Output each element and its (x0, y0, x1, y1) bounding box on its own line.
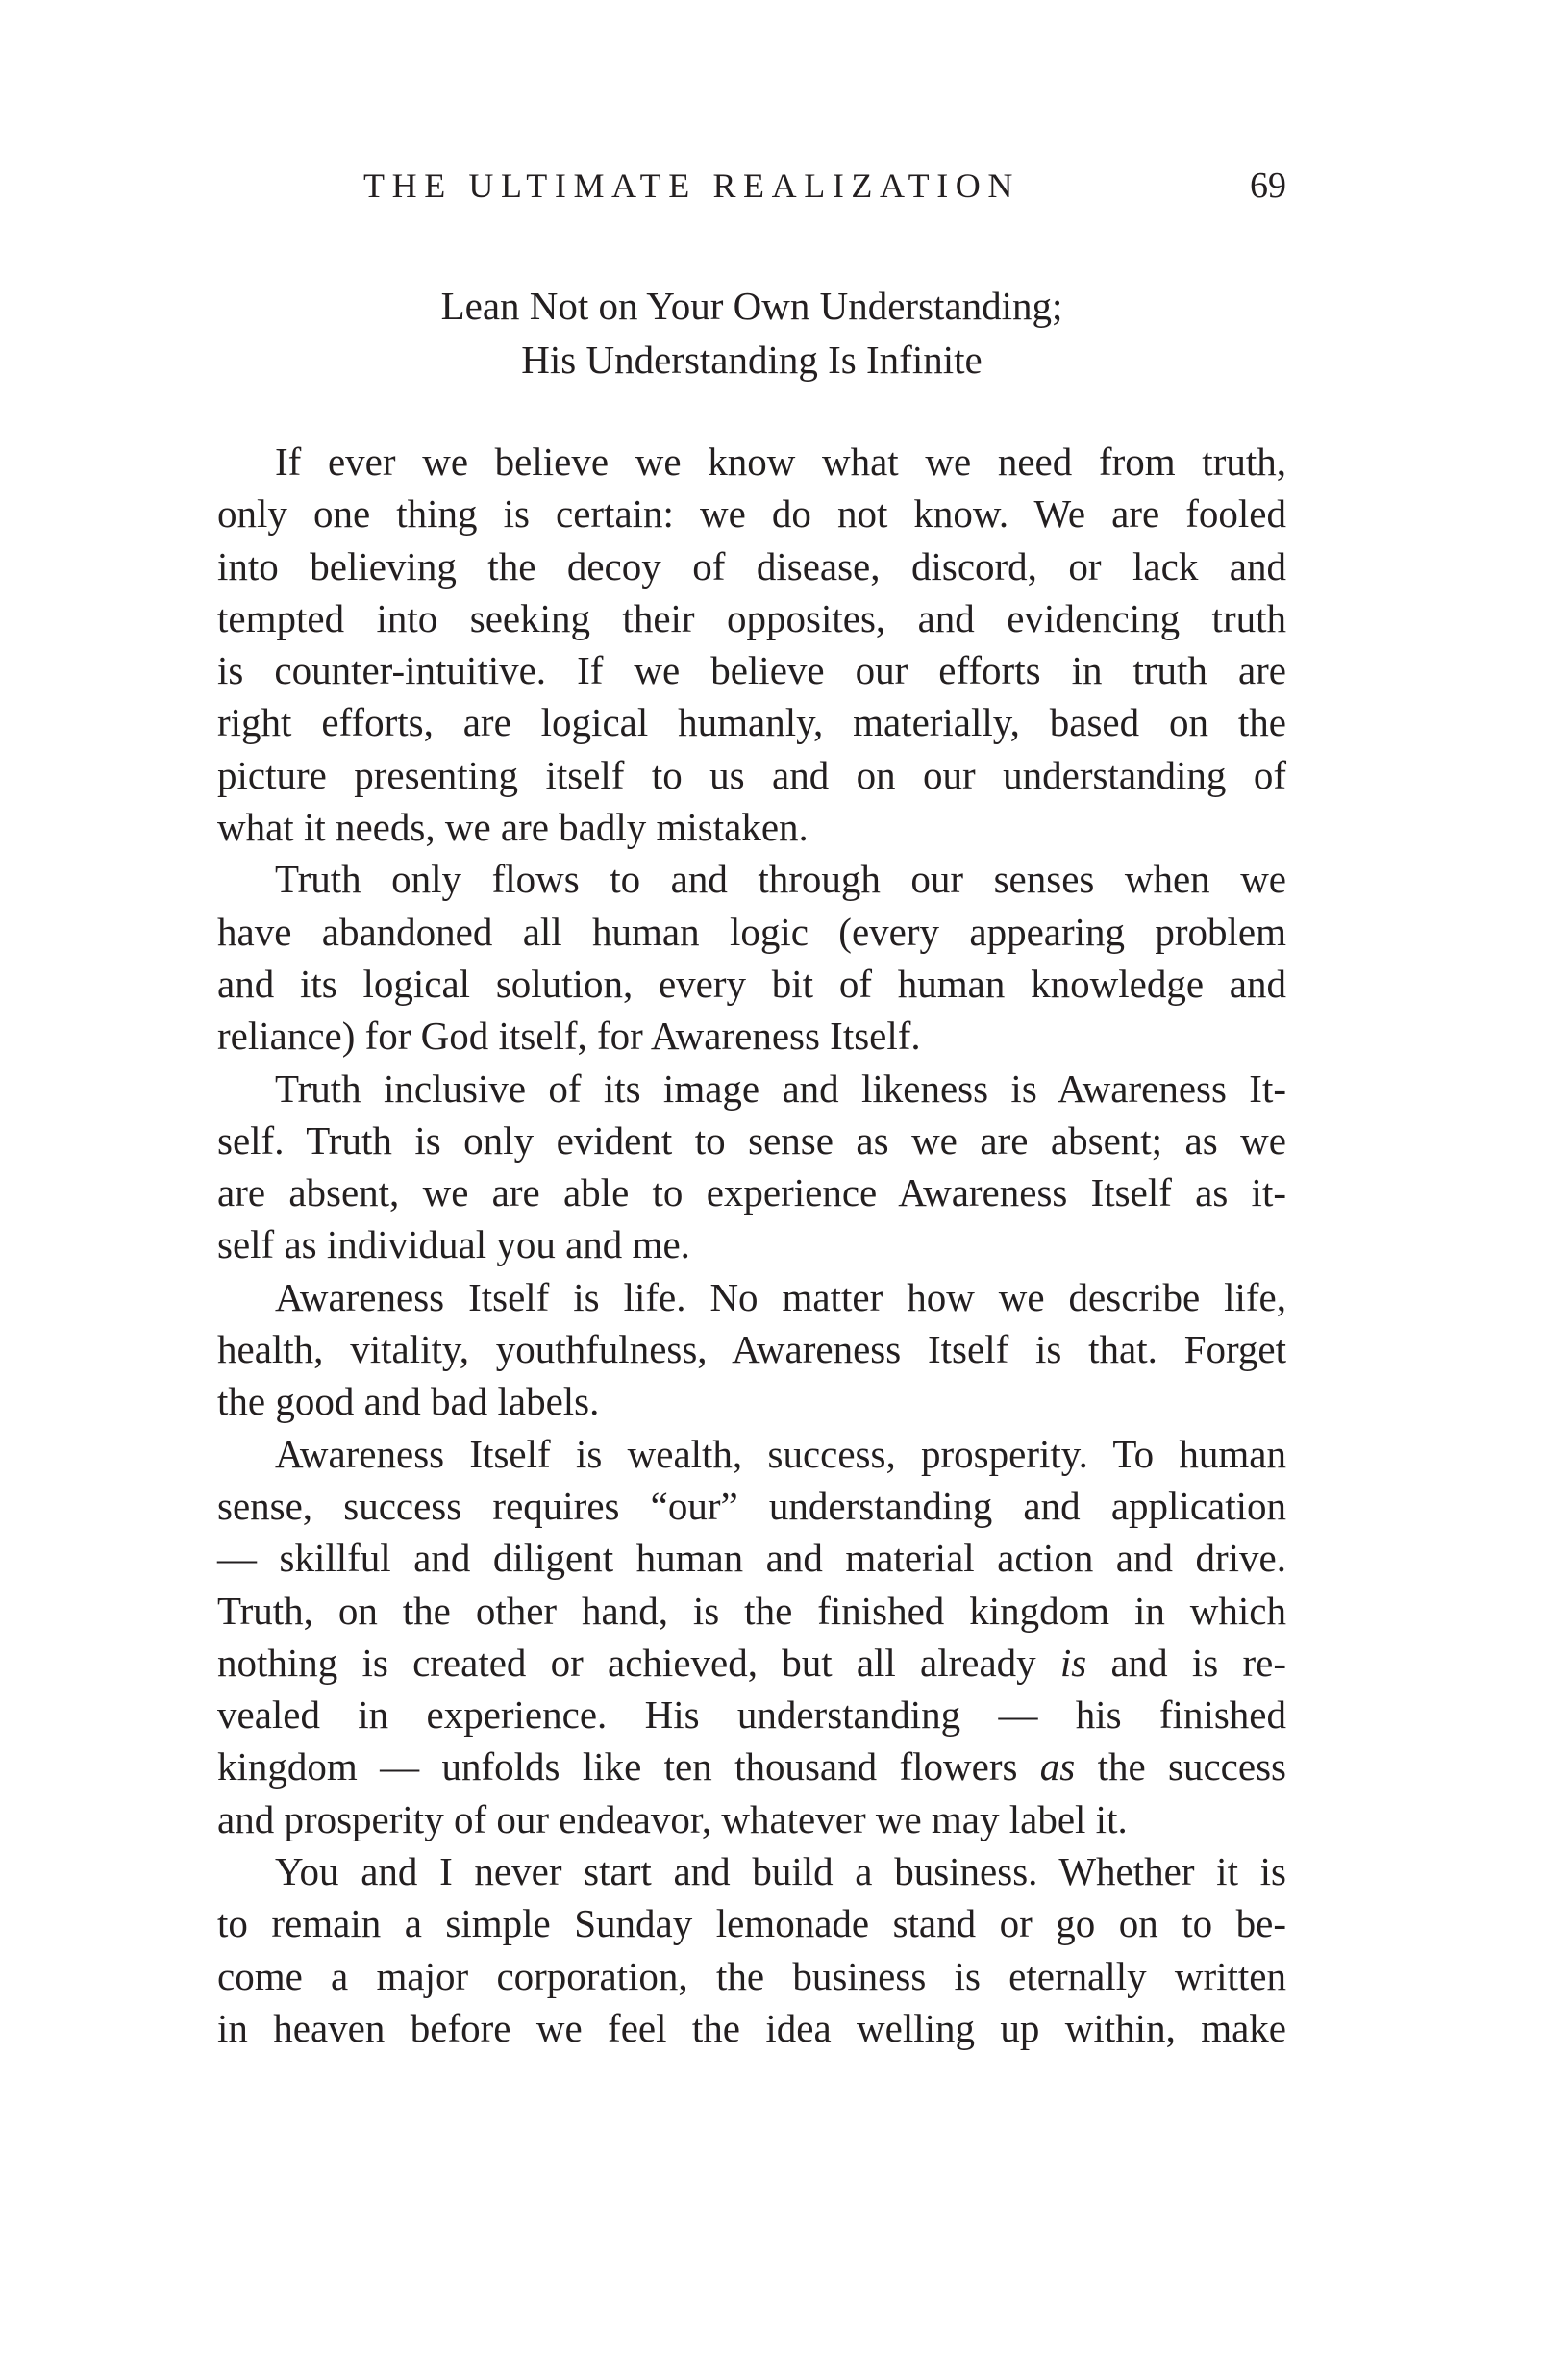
text-run: nothing is created or achieved, but all already (217, 1640, 1060, 1685)
paragraph-1 (217, 436, 1286, 853)
text-line: sense, success requires “our” understanding and application (217, 1483, 1286, 1528)
text-line: Truth inclusive of its image and likeness is Awareness It- (275, 1065, 1286, 1111)
text-line: vealed in experience. His understanding — his finished (217, 1692, 1286, 1738)
text-run: the success (1075, 1744, 1286, 1790)
paragraph-3 (217, 1063, 1286, 1271)
text-line (217, 1741, 1286, 1792)
paragraph-6 (217, 1845, 1286, 2054)
text-line: picture presenting itself to us and on our understanding of (217, 752, 1286, 797)
italic-word: as (1039, 1744, 1076, 1790)
text-line: in heaven before we feel the idea welling up within, make (217, 2005, 1286, 2050)
text-line (217, 1637, 1286, 1689)
text-line: reliance) for God itself, for Awareness Itself. (217, 1014, 921, 1059)
section-heading (217, 279, 1286, 387)
text-run: kingdom — unfolds like ten thousand flowers (217, 1744, 1040, 1790)
text-line: and its logical solution, every bit of human knowledge and (217, 961, 1286, 1006)
text-line: come a major corporation, the business is eternally written (217, 1953, 1286, 1998)
paragraph-2 (217, 853, 1286, 1062)
text-line: — skillful and diligent human and material action and drive. (217, 1536, 1286, 1581)
text-line: You and I never start and build a business. Whether it is (275, 1849, 1286, 1894)
running-head-title: THE ULTIMATE REALIZATION (363, 166, 1020, 205)
text-line: self. Truth is only evident to sense as we are absent; as we (217, 1117, 1286, 1163)
text-run: and is re- (1086, 1640, 1286, 1685)
text-line: Awareness Itself is wealth, success, prosperity. To human (275, 1431, 1286, 1476)
text-line: Awareness Itself is life. No matter how we describe life, (275, 1274, 1286, 1319)
text-line: Truth, on the other hand, is the finished kingdom in which (217, 1588, 1286, 1633)
text-line: have abandoned all human logic (every appearing problem (217, 909, 1286, 954)
text-line: what it needs, we are badly mistaken. (217, 805, 809, 850)
page-number: 69 (1250, 165, 1286, 206)
paragraph-5 (217, 1428, 1286, 1845)
section-heading-line: His Understanding Is Infinite (521, 338, 983, 382)
text-line: right efforts, are logical humanly, materially, based on the (217, 700, 1286, 745)
text-line: health, vitality, youthfulness, Awareness Itself is that. Forget (217, 1327, 1286, 1372)
text-line: Truth only flows to and through our senses when we (275, 857, 1286, 902)
italic-word: is (1059, 1640, 1087, 1685)
text-line: is counter-intuitive. If we believe our efforts in truth are (217, 648, 1286, 693)
text-line: to remain a simple Sunday lemonade stand or go on to be- (217, 1901, 1286, 1946)
text-line: the good and bad labels. (217, 1379, 600, 1424)
section-heading-line: Lean Not on Your Own Understanding; (440, 284, 1063, 328)
text-line: and prosperity of our endeavor, whatever we may label it. (217, 1796, 1128, 1841)
text-line: are absent, we are able to experience Awareness Itself as it- (217, 1170, 1286, 1215)
text-line: self as individual you and me. (217, 1222, 690, 1267)
text-line: If ever we believe we know what we need from truth, (275, 439, 1286, 484)
text-line: into believing the decoy of disease, discord, or lack and (217, 543, 1286, 589)
text-line: only one thing is certain: we do not know. We are fooled (217, 491, 1286, 537)
paragraph-4 (217, 1271, 1286, 1428)
body-text (217, 436, 1286, 2054)
running-head (217, 162, 1286, 219)
text-line: tempted into seeking their opposites, and evidencing truth (217, 595, 1286, 640)
